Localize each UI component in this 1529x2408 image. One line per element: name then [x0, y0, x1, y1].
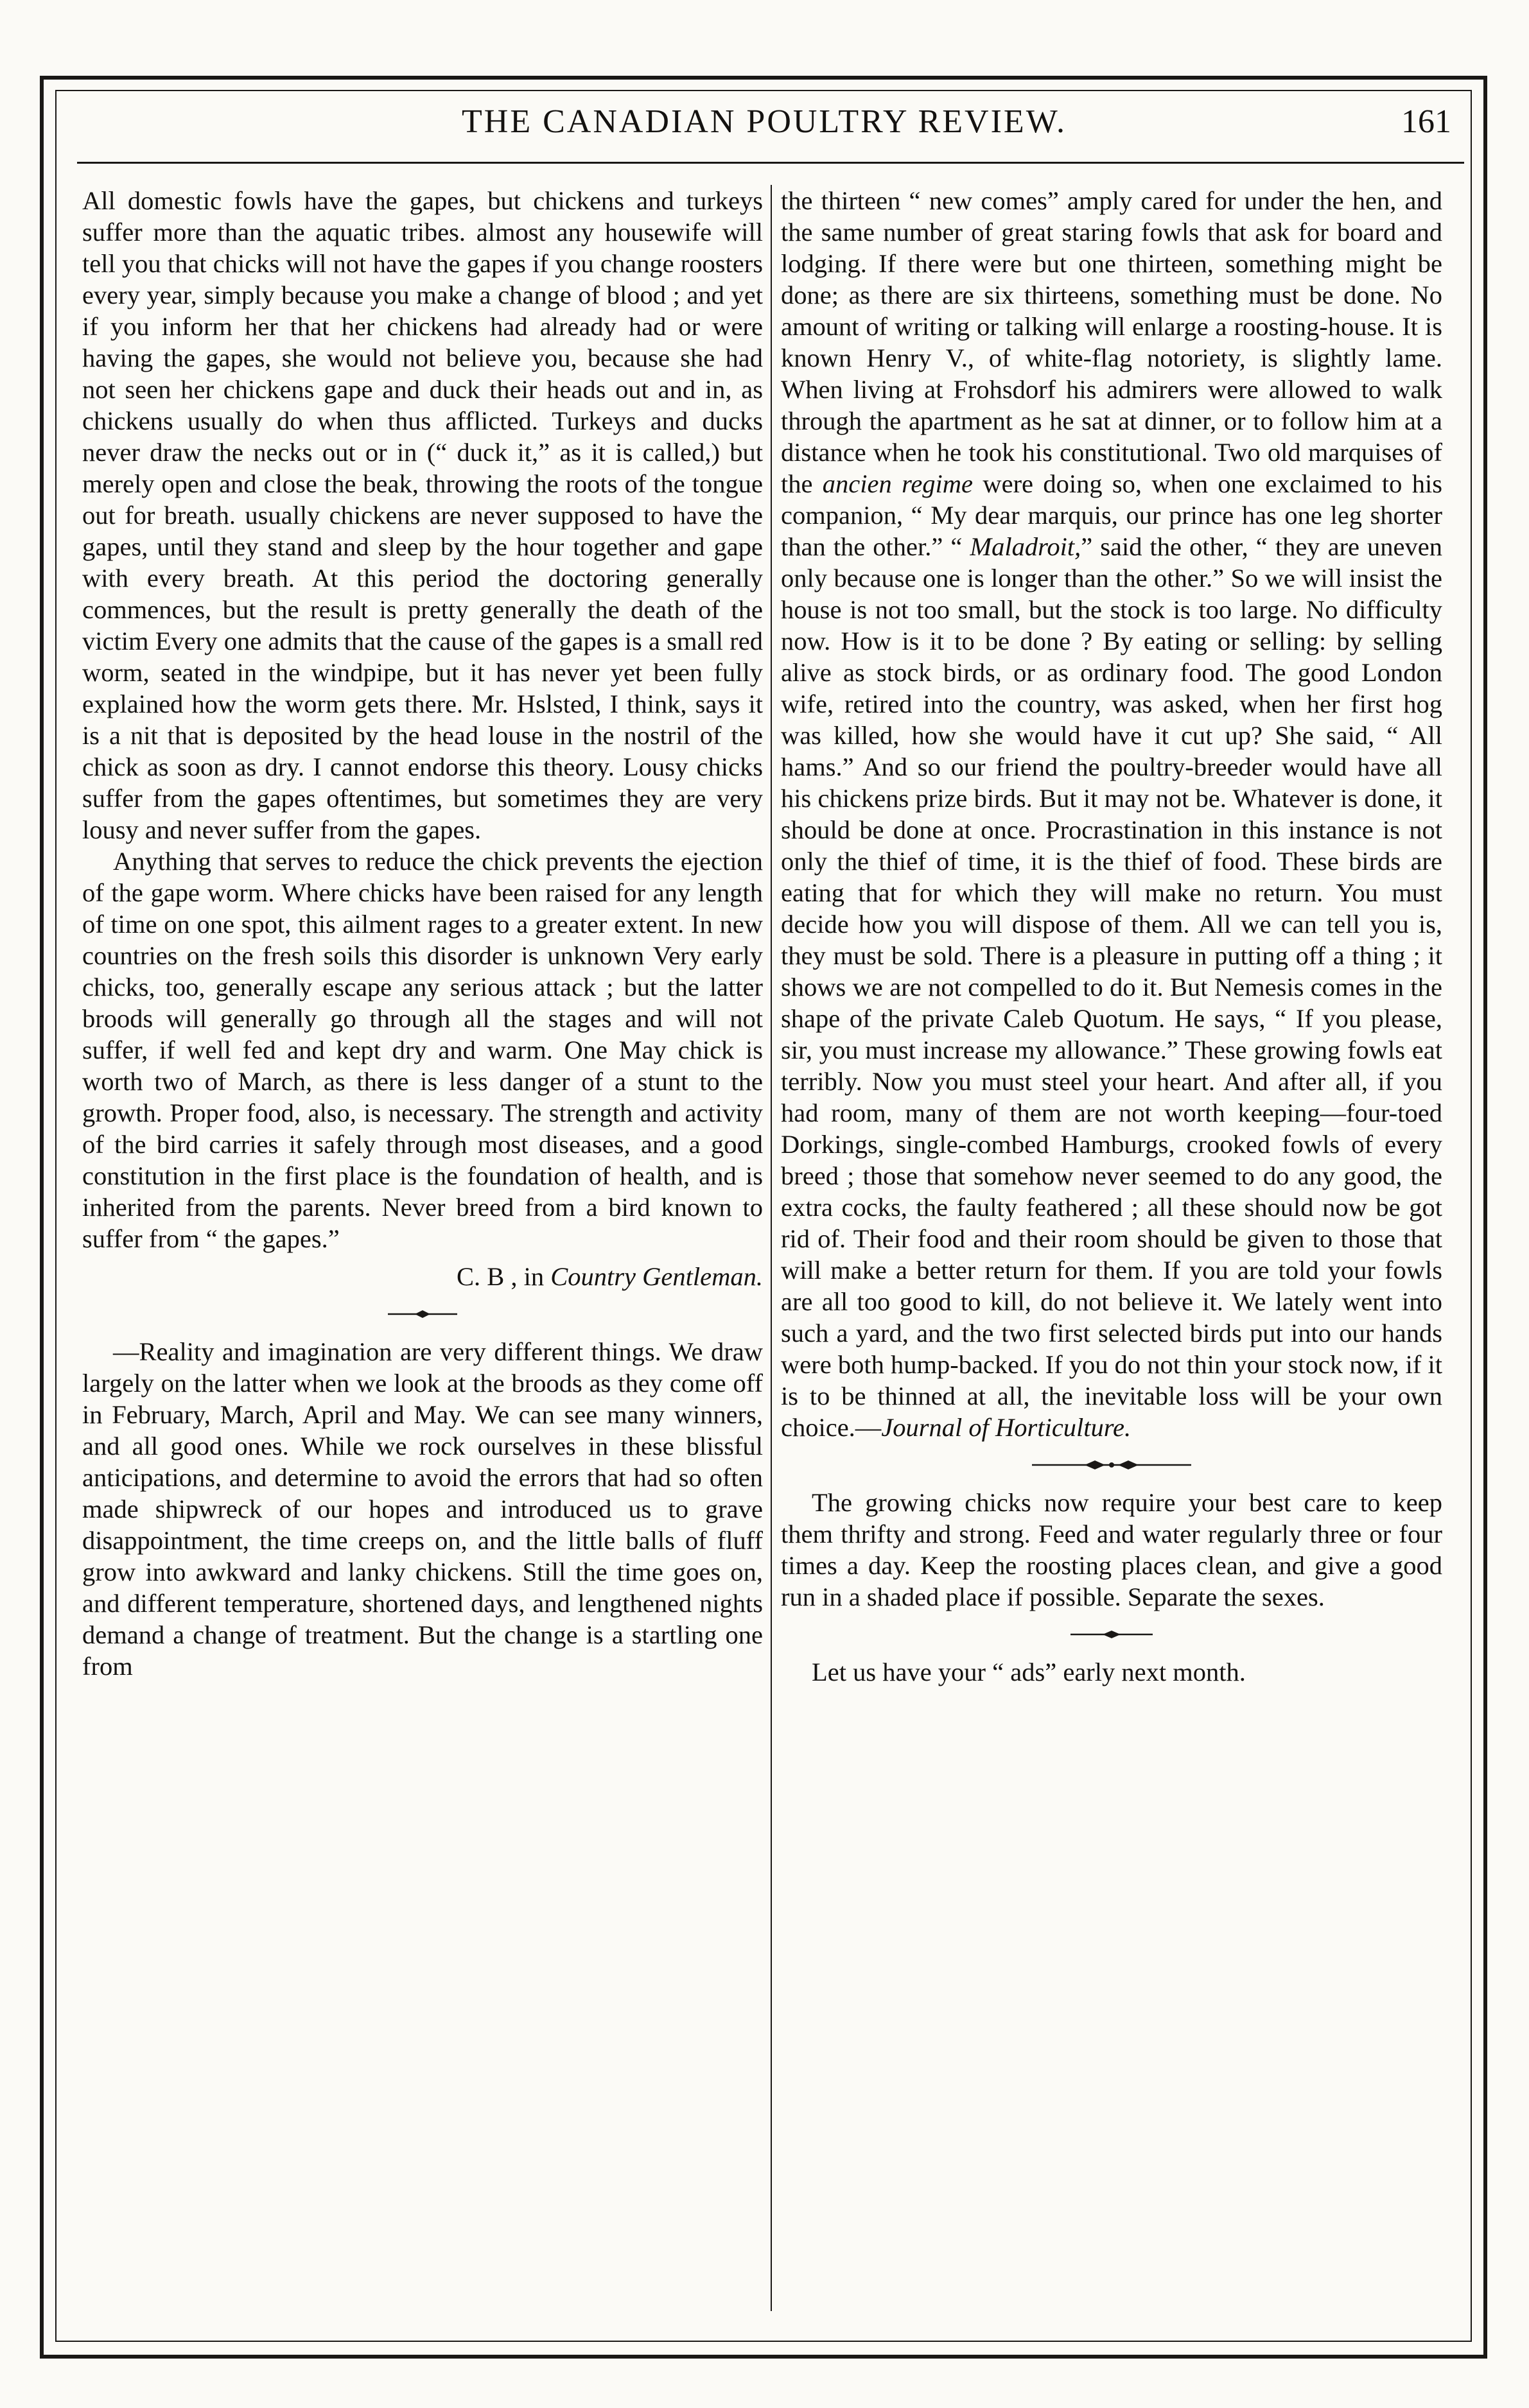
article-paragraph: Anything that serves to reduce the chick prevents the ejection of the gape worm. Where chicks have been raised for any length of time on one spot, this ailment rages to a greater extent. In new countries on the fresh soils this disorder is unknown Very early chicks, too, generally escape any serious attack ; but the latter broods will generally go through all the stages and will not suffer, if well fed and kept dry and warm. One May chick is worth two of March, as there is less danger of a stunt to the growth. Proper food, also, is necessary. The strength and activity of the bird carries it safely through most diseases, and a good constitution in the first place is the foundation of health, and is inherited from the parents. Never breed from a bird known to suffer from “ the gapes.” [82, 847, 763, 1253]
text-run-italic: ancien regime [822, 469, 974, 498]
article-signature [82, 1261, 763, 1292]
signature-source: Country Gentleman. [550, 1262, 763, 1291]
article-reality [82, 1336, 763, 1682]
article-paragraph-continued [781, 185, 1442, 1443]
journal-title: THE CANADIAN POULTRY REVIEW. [462, 103, 1067, 140]
left-column [82, 185, 763, 1682]
header-rule [77, 162, 1464, 164]
article-paragraph: —Reality and imagination are very different things. We draw largely on the latter when we look at the broods as they come off in February, March, April and May. We can see many winners, and all good ones. While we rock ourselves in these blissful anticipations, and determine to avoid the errors that had so often made shipwreck of our hopes and introduced us to grave disappointment, the time creeps on, and the little balls of fluff grow into awkward and lanky chickens. Still the time goes on, and different temperature, shortened days, and lengthened nights demand a change of treatment. But the change is a startling one from [82, 1337, 763, 1681]
page-number: 161 [1401, 103, 1451, 140]
article-paragraph: All domestic fowls have the gapes, but chickens and turkeys suffer more than the aquatic tribes. almost any housewife will tell you that chicks will not have the gapes if you change roosters every year, simply because you make a change of blood ; and yet if you inform her that her chickens had already had or were having the gapes, she would not believe you, because she had not seen her chickens gape and duck their heads out and in, as chickens usually do when thus afflicted. Turkeys and ducks never draw the necks out or in (“ duck it,” as it is called,) but merely open and close the beak, throwing the roots of the tongue out for breath. usually chickens are never supposed to have the gapes, until they stand and sleep by the hour together and gape with every breath. At this period the doctoring generally commences, but the result is pretty generally the death of the victim Every one admits that the cause of the gapes is a small red worm, seated in the windpipe, but it has never yet been fully explained how the worm gets there. Mr. Hslsted, I think, says it is a nit that is deposited by the head louse in the nostril of the chick as soon as dry. I cannot endorse this theory. Lousy chicks suffer from the gapes oftentimes, but sometimes they are very lousy and never suffer from the gapes. [82, 186, 763, 844]
note-paragraph: Let us have your “ ads” early next month. [812, 1658, 1246, 1686]
signature-name: C. B , in [457, 1262, 551, 1291]
article-source: Journal of Horticulture. [881, 1413, 1131, 1442]
ornament-divider-icon [82, 1301, 763, 1327]
text-run: were doing so, when one exclaimed to his companion, “ My dear marquis, our prince has one leg shorter than the other.” “ [781, 469, 1442, 561]
ornament-divider-icon [781, 1452, 1442, 1478]
text-run-italic: Maladroit, [970, 532, 1081, 561]
note-paragraph: The growing chicks now require your best care to keep them thrifty and strong. Feed and water regularly three or four times a day. Keep the roosting places clean, and give a good run in a shaded place if possible. Separate the sexes. [781, 1488, 1442, 1611]
ornament-divider-icon [781, 1622, 1442, 1647]
column-divider [771, 185, 772, 2311]
text-run: ” said the other, “ they are uneven only because one is longer than the other.” So we will insist the house is not too small, but the stock is too large. No difficulty now. How is it to be done ? By eating or selling: by selling alive as stock birds, or as ordinary food. The good London wife, retired into the country, was asked, when her first hog was killed, how she would have it cut up? She said, “ All hams.” And so our friend the poultry-breeder would have all his chickens prize birds. But it may not be. Whatever is done, it should be done at once. Procrastination in this instance is not only the thief of time, it is the thief of food. These birds are eating that for which they will make no return. You must decide how you will dispose of them. All we can tell you is, they must be sold. There is a pleasure in putting off a thing ; it shows we are not compelled to do it. But Nemesis comes in the shape of the private Caleb Quotum. He says, “ If you please, sir, you must increase my allowance.” These growing fowls eat terribly. Now you must steel your heart. And after all, if you had room, many of them are not worth keeping—four-toed Dorkings, single-combed Hamburgs, crooked fowls of every breed ; those that somehow never seemed to do any good, the extra cocks, the faulty feathered ; all these should now be got rid of. Their food and their room should be given to those that will make a better return for them. If you are told your fowls are all too good to kill, do not believe it. We lately went into such a yard, and the two first selected birds put into our hands were both hump-backed. If you do not thin your stock now, if it is to be thinned at all, the inevitable loss will be your own choice.— [781, 532, 1442, 1442]
right-column [781, 185, 1442, 1688]
text-run: the thirteen “ new comes” amply cared for under the hen, and the same number of great staring fowls that ask for board and lodging. If there were but one thirteen, something might be done; as there are six thirteens, something must be done. No amount of writing or talking will enlarge a roosting-house. It is known Henry V., of white-flag notoriety, is slightly lame. When living at Frohsdorf his admirers were allowed to walk through the apartment as he sat at dinner, or to follow him at a distance when he took his constitutional. Two old marquises of the [781, 186, 1442, 498]
page-header [64, 103, 1464, 157]
article-gapes [82, 185, 763, 1292]
